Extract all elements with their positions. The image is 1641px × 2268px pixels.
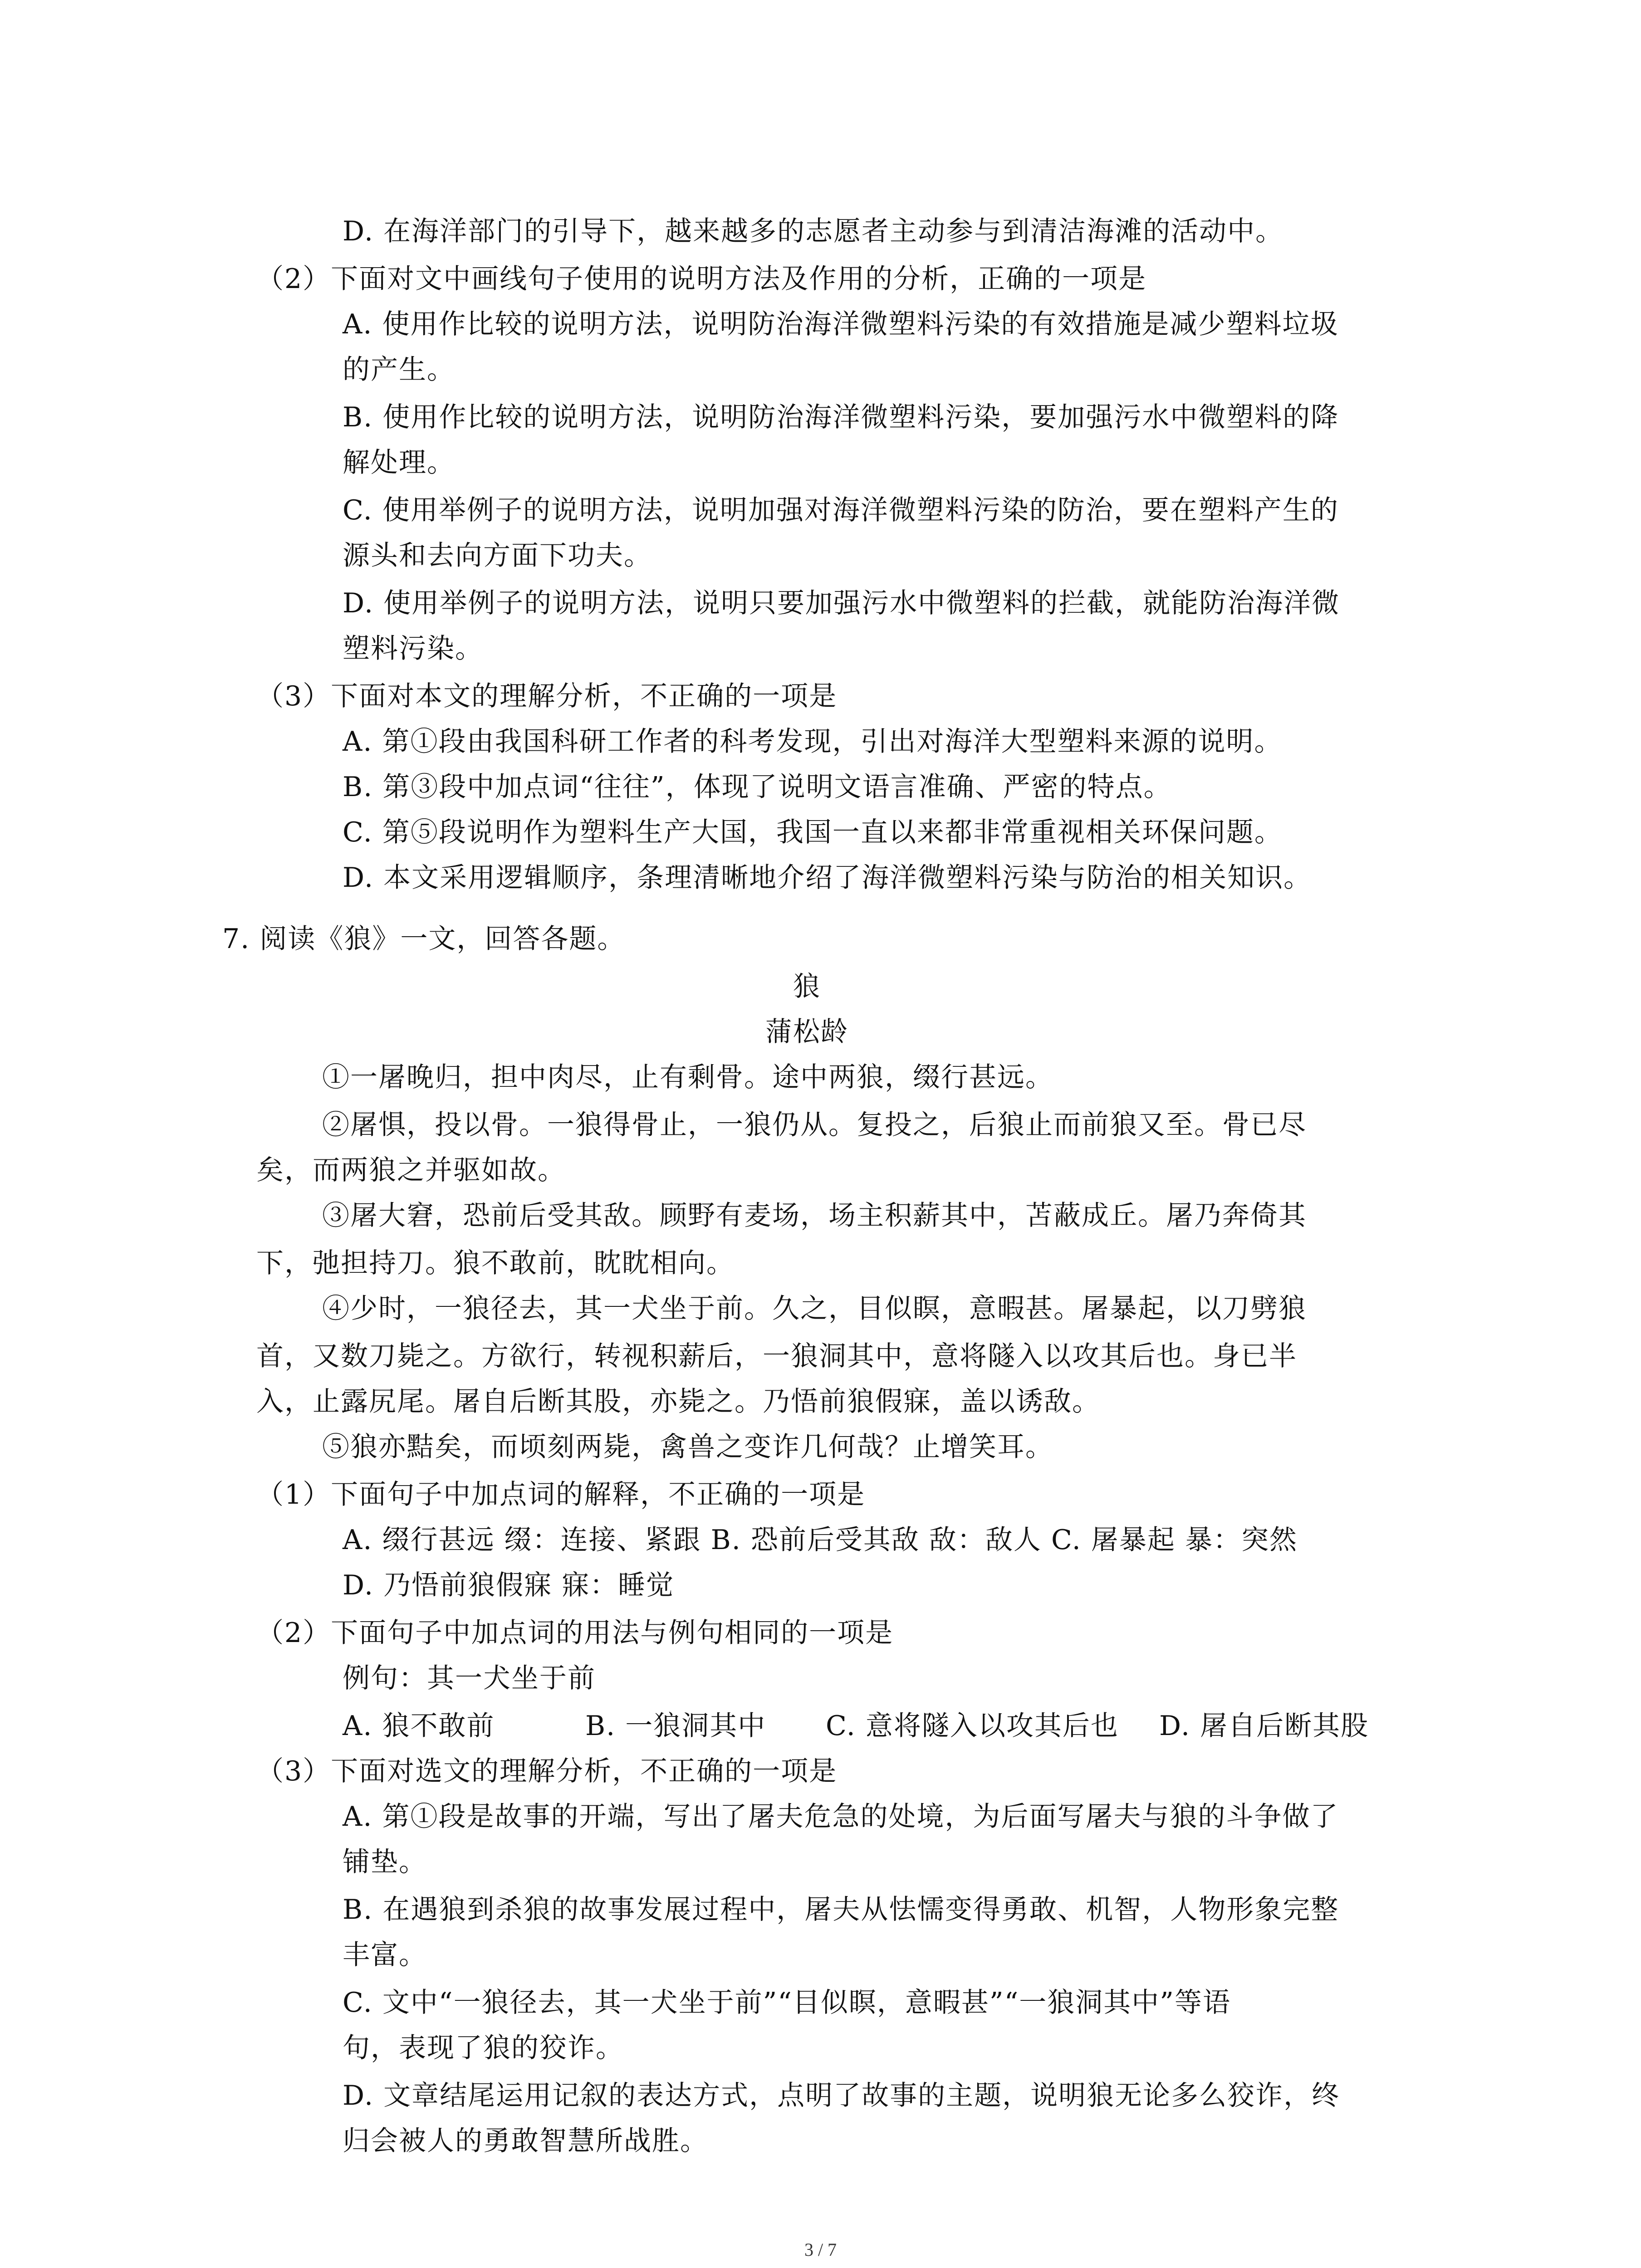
q7-sub3-option-a-line2: 铺垫。 bbox=[343, 1846, 427, 1878]
passage-paragraph-4-line2: 首，又数刀毙之。方欲行，转视积薪后，一狼洞其中，意将隧入以攻其后也。身已半 bbox=[256, 1340, 1297, 1372]
q7-heading: 7. 阅读《狼》一文，回答各题。 bbox=[222, 923, 626, 955]
q7-sub3-option-c-line1: C. 文中“一狼径去，其一犬坐于前”“目似瞑，意暇甚”“一狼洞其中”等语 bbox=[343, 1987, 1231, 2019]
q7-sub3-option-d-line2: 归会被人的勇敢智慧所战胜。 bbox=[343, 2125, 708, 2157]
passage-paragraph-3-line2: 下，弛担持刀。狼不敢前，眈眈相向。 bbox=[256, 1247, 735, 1279]
q7-sub2-option-c: C. 意将隧入以攻其后也 bbox=[826, 1710, 1119, 1742]
q7-sub1-options-line1: A. 缀行甚远 缀：连接、紧跟 B. 恐前后受其敌 敌：敌人 C. 屠暴起 暴：突然 bbox=[343, 1524, 1298, 1556]
passage-author: 蒲松龄 bbox=[765, 1016, 848, 1048]
q6-sub2-option-b-line1: B. 使用作比较的说明方法，说明防治海洋微塑料污染，要加强污水中微塑料的降 bbox=[343, 401, 1339, 433]
q7-sub3-option-b-line1: B. 在遇狼到杀狼的故事发展过程中，屠夫从怯懦变得勇敢、机智，人物形象完整 bbox=[343, 1894, 1339, 1926]
q6-sub1-option-d: D. 在海洋部门的引导下，越来越多的志愿者主动参与到清洁海滩的活动中。 bbox=[343, 215, 1284, 247]
q6-sub3-option-b: B. 第③段中加点词“往往”，体现了说明文语言准确、严密的特点。 bbox=[343, 771, 1172, 803]
q6-sub3-option-a: A. 第①段由我国科研工作者的科考发现，引出对海洋大型塑料来源的说明。 bbox=[343, 726, 1283, 758]
q7-sub3-stem: （3）下面对选文的理解分析，不正确的一项是 bbox=[256, 1755, 838, 1787]
passage-paragraph-2-line1: ②屠惧，投以骨。一狼得骨止，一狼仍从。复投之，后狼止而前狼又至。骨已尽 bbox=[322, 1109, 1307, 1141]
q7-sub2-option-d: D. 屠自后断其股 bbox=[1159, 1710, 1369, 1742]
passage-paragraph-1: ①一屠晚归，担中肉尽，止有剩骨。途中两狼，缀行甚远。 bbox=[322, 1061, 1053, 1093]
q7-sub3-option-b-line2: 丰富。 bbox=[343, 1939, 427, 1971]
q6-sub2-option-a-line2: 的产生。 bbox=[343, 354, 455, 386]
passage-paragraph-4-line1: ④少时，一狼径去，其一犬坐于前。久之，目似瞑，意暇甚。屠暴起，以刀劈狼 bbox=[322, 1293, 1307, 1325]
q6-sub2-option-a-line1: A. 使用作比较的说明方法，说明防治海洋微塑料污染的有效措施是减少塑料垃圾 bbox=[343, 308, 1339, 340]
q7-sub2-stem: （2）下面句子中加点词的用法与例句相同的一项是 bbox=[256, 1617, 894, 1649]
q6-sub3-stem: （3）下面对本文的理解分析，不正确的一项是 bbox=[256, 680, 838, 712]
page-number: 3 / 7 bbox=[804, 2239, 837, 2260]
q6-sub2-option-d-line2: 塑料污染。 bbox=[343, 633, 483, 665]
q6-sub3-option-d: D. 本文采用逻辑顺序，条理清晰地介绍了海洋微塑料污染与防治的相关知识。 bbox=[343, 862, 1312, 894]
q7-sub3-option-a-line1: A. 第①段是故事的开端，写出了屠夫危急的处境，为后面写屠夫与狼的斗争做了 bbox=[343, 1801, 1339, 1833]
q6-sub2-option-c-line2: 源头和去向方面下功夫。 bbox=[343, 540, 652, 572]
passage-paragraph-4-line3: 入，止露尻尾。屠自后断其股，亦毙之。乃悟前狼假寐，盖以诱敌。 bbox=[256, 1386, 1100, 1418]
q7-sub3-option-c-line2: 句，表现了狼的狡诈。 bbox=[343, 2032, 624, 2064]
q7-sub1-stem: （1）下面句子中加点词的解释，不正确的一项是 bbox=[256, 1479, 866, 1510]
q7-sub2-option-a: A. 狼不敢前 bbox=[343, 1710, 495, 1742]
q7-sub2-option-b: B. 一狼洞其中 bbox=[585, 1710, 766, 1742]
q6-sub3-option-c: C. 第⑤段说明作为塑料生产大国，我国一直以来都非常重视相关环保问题。 bbox=[343, 816, 1283, 848]
passage-paragraph-3-line1: ③屠大窘，恐前后受其敌。顾野有麦场，场主积薪其中，苫蔽成丘。屠乃奔倚其 bbox=[322, 1200, 1307, 1232]
passage-paragraph-2-line2: 矣，而两狼之并驱如故。 bbox=[256, 1154, 566, 1186]
q7-sub2-example: 例句：其一犬坐于前 bbox=[343, 1662, 596, 1694]
passage-paragraph-5: ⑤狼亦黠矣，而顷刻两毙，禽兽之变诈几何哉？止增笑耳。 bbox=[322, 1431, 1053, 1463]
q6-sub2-option-b-line2: 解处理。 bbox=[343, 447, 455, 479]
passage-title: 狼 bbox=[793, 971, 821, 1002]
q6-sub2-option-c-line1: C. 使用举例子的说明方法，说明加强对海洋微塑料污染的防治，要在塑料产生的 bbox=[343, 494, 1339, 526]
q7-sub3-option-d-line1: D. 文章结尾运用记叙的表达方式，点明了故事的主题，说明狼无论多么狡诈，终 bbox=[343, 2080, 1340, 2112]
q7-sub1-options-line2: D. 乃悟前狼假寐 寐：睡觉 bbox=[343, 1569, 675, 1601]
q6-sub2-stem: （2）下面对文中画线句子使用的说明方法及作用的分析，正确的一项是 bbox=[256, 263, 1147, 295]
q6-sub2-option-d-line1: D. 使用举例子的说明方法，说明只要加强污水中微塑料的拦截，就能防治海洋微 bbox=[343, 587, 1340, 619]
